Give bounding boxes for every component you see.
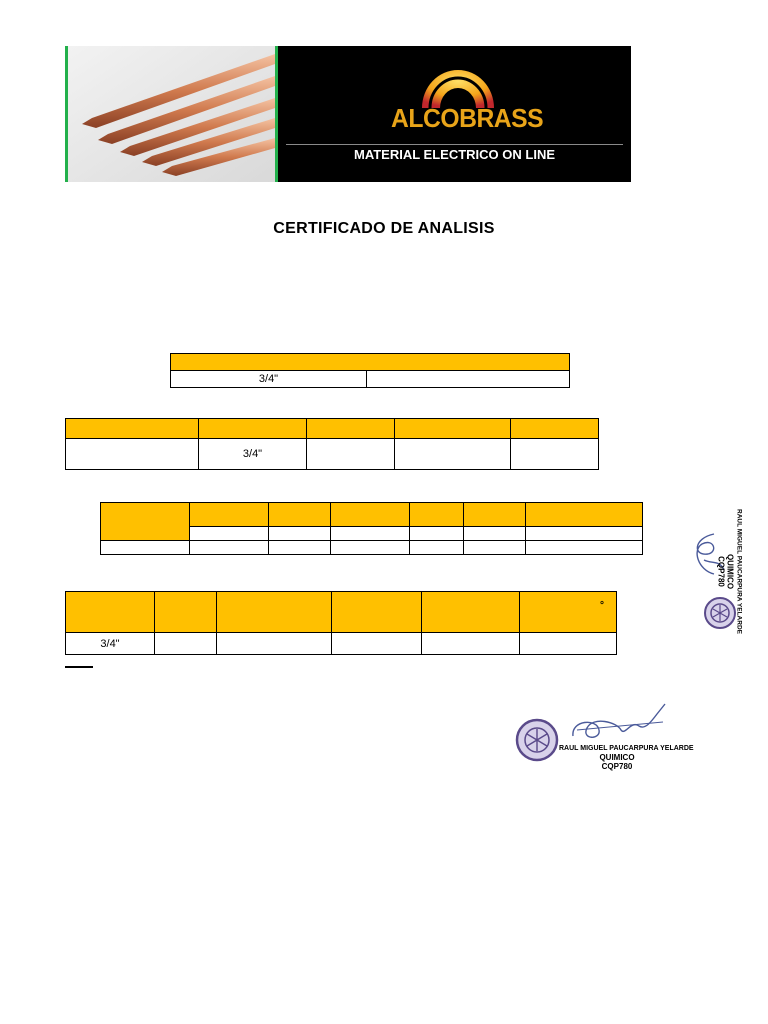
- table-header-cell: [410, 503, 464, 527]
- signer-title: QUIMICO: [725, 553, 735, 590]
- size-cell: 3/4": [199, 439, 307, 470]
- signer-license: CQP780: [601, 762, 633, 771]
- table-cell: [101, 541, 190, 555]
- table-header-cell: [526, 503, 643, 527]
- table-cell: [269, 527, 331, 541]
- size-cell: 3/4": [171, 371, 367, 388]
- table-cell: [269, 541, 331, 555]
- table-cell: [464, 527, 526, 541]
- table-cell: [526, 527, 643, 541]
- table-header-cell: [171, 354, 570, 371]
- brand-name: ALCOBRASS: [391, 103, 544, 133]
- table-header-cell: [307, 419, 395, 439]
- degree-mark: °: [520, 592, 617, 633]
- table-header-cell: [155, 592, 217, 633]
- signature-text: [559, 744, 694, 771]
- table-cell: [526, 541, 643, 555]
- table-cell: [422, 633, 520, 655]
- table-cell: [332, 633, 422, 655]
- table-cell: [190, 541, 269, 555]
- copper-rods-photo: [65, 46, 278, 182]
- arch-logo-icon: [420, 56, 496, 108]
- composition-table: [100, 502, 643, 555]
- signature-stamp: [515, 700, 694, 792]
- table-cell: [66, 439, 199, 470]
- rotated-signature-text: [717, 504, 744, 640]
- dimensions-table: [65, 418, 599, 470]
- table-cell: [190, 527, 269, 541]
- table-cell: [410, 527, 464, 541]
- table-cell: [155, 633, 217, 655]
- rotated-signature-stamp: [700, 500, 766, 636]
- table-header-cell: [422, 592, 520, 633]
- signer-title: QUIMICO: [599, 753, 635, 762]
- properties-table: [65, 591, 617, 655]
- table-header-cell: [66, 592, 155, 633]
- header-banner: [65, 46, 631, 182]
- table-header-cell: [269, 503, 331, 527]
- table-header-cell: [511, 419, 599, 439]
- table-header-cell: [101, 503, 190, 541]
- divider: [286, 144, 623, 145]
- table-header-cell: [66, 419, 199, 439]
- table-cell: [395, 439, 511, 470]
- table-header-cell: [190, 503, 269, 527]
- tagline: MATERIAL ELECTRICO ON LINE: [353, 147, 556, 162]
- table-header-cell: [332, 592, 422, 633]
- signature-scribble: [567, 700, 671, 744]
- table-cell: [331, 527, 410, 541]
- table-cell: [511, 439, 599, 470]
- table-cell: [520, 633, 617, 655]
- table-cell: [367, 371, 570, 388]
- table-header-cell: [217, 592, 332, 633]
- table-header-cell: [395, 419, 511, 439]
- brand-area: [278, 46, 631, 182]
- table-cell: [217, 633, 332, 655]
- seal-icon: [515, 718, 559, 762]
- table-header-cell: [199, 419, 307, 439]
- table-cell: [464, 541, 526, 555]
- table-cell: [331, 541, 410, 555]
- divider: [65, 666, 93, 668]
- table-header-cell: [464, 503, 526, 527]
- table-header-cell: [331, 503, 410, 527]
- page-title: CERTIFICADO DE ANALISIS: [273, 220, 495, 237]
- product-table: [170, 353, 570, 388]
- signer-license: CQP780: [716, 556, 726, 587]
- table-cell: [307, 439, 395, 470]
- signer-name: RAUL MIGUEL PAUCARPURA YELARDE: [735, 509, 743, 634]
- signer-name: RAUL MIGUEL PAUCARPURA YELARDE: [559, 745, 694, 752]
- table-cell: [410, 541, 464, 555]
- size-cell: 3/4": [66, 633, 155, 655]
